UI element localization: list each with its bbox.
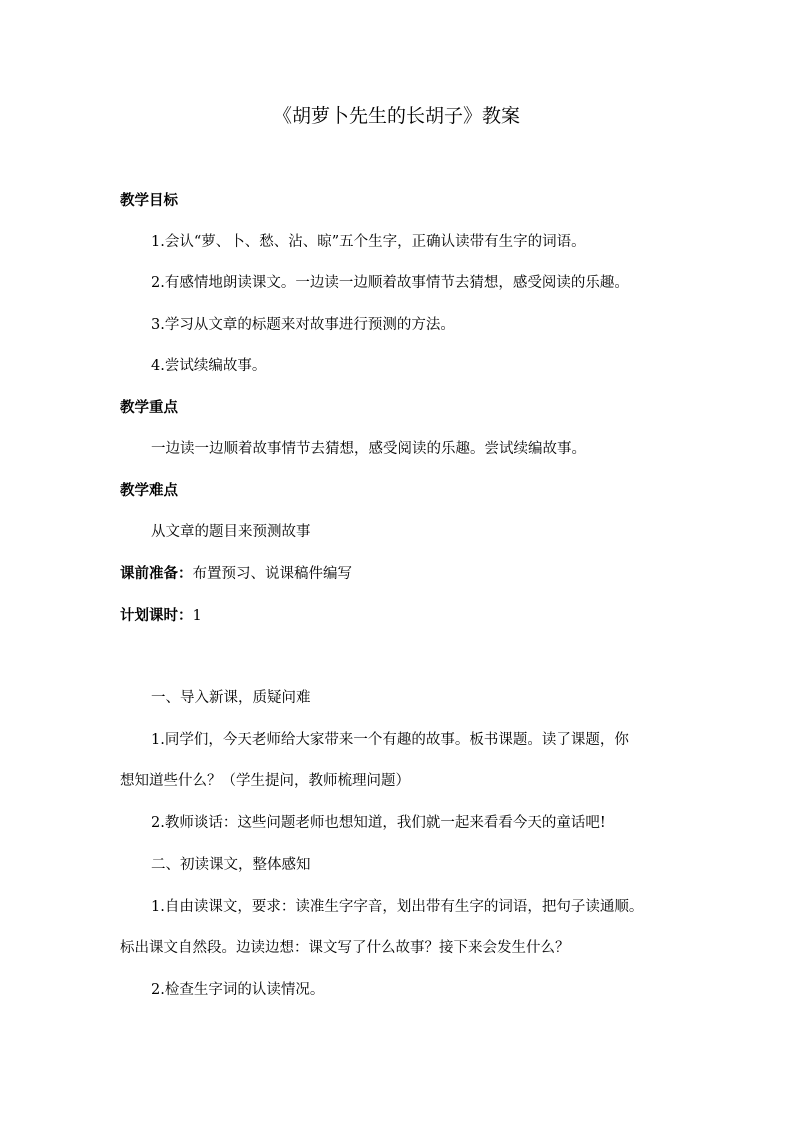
section1-paragraph2: 2.教师谈话：这些问题老师也想知道，我们就一起来看看今天的童话吧! <box>151 815 606 831</box>
objective-item-3: 3.学习从文章的标题来对故事进行预测的方法。 <box>151 317 455 333</box>
section1-heading: 一、导入新课，质疑问难 <box>151 690 311 706</box>
objective-item-2: 2.有感情地朗读课文。一边读一边顺着故事情节去猜想，感受阅读的乐趣。 <box>151 275 629 291</box>
hours-row <box>120 606 680 626</box>
objective-item-1: 1.会认“萝、卜、愁、沾、晾”五个生字，正确认读带有生字的词语。 <box>151 234 586 250</box>
objective-item-4: 4.尝试续编故事。 <box>151 358 267 374</box>
section1-paragraph1-line2: 想知道些什么？（学生提问，教师梳理问题） <box>120 773 410 789</box>
hours-label: 计划课时： <box>120 608 193 624</box>
section2-paragraph1-line2: 标出课文自然段。边读边想：课文写了什么故事？接下来会发生什么？ <box>120 940 570 956</box>
objectives-heading: 教学目标 <box>120 193 178 209</box>
difficulties-heading: 教学难点 <box>120 483 178 499</box>
document-title: 《胡萝卜先生的长胡子》教案 <box>272 105 520 127</box>
key-points-heading: 教学重点 <box>120 400 178 416</box>
key-points-text: 一边读一边顺着故事情节去猜想，感受阅读的乐趣。尝试续编故事。 <box>151 441 586 457</box>
hours-value: 1 <box>192 608 202 624</box>
section2-paragraph1-line1: 1.自由读课文，要求：读准生字字音，划出带有生字的词语，把句子读通顺。 <box>151 899 644 915</box>
preparation-value: 布置预习、说课稿件编写 <box>192 566 352 582</box>
difficulties-text: 从文章的题目来预测故事 <box>151 524 311 540</box>
section1-paragraph1-line1: 1.同学们，今天老师给大家带来一个有趣的故事。板书课题。读了课题，你 <box>151 732 629 748</box>
preparation-row <box>120 564 680 584</box>
section2-heading: 二、初读课文，整体感知 <box>151 857 311 873</box>
preparation-label: 课前准备： <box>120 566 193 582</box>
section2-paragraph2: 2.检查生字词的认读情况。 <box>151 982 325 998</box>
